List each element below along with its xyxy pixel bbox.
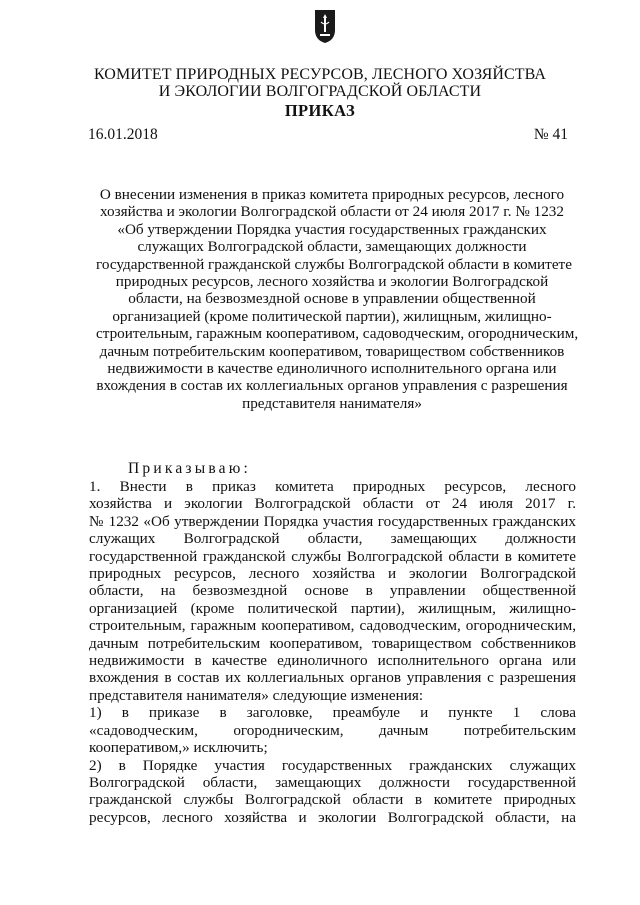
text-line: 2) в Порядке участия государственных гражданских служащих (89, 756, 576, 774)
text-line: № 1232 «Об утверждении Порядка участия государственных гражданских (89, 512, 576, 530)
text-line: области, на безвозмездной основе в управлении общественной (128, 290, 536, 308)
text-line: служащих Волгоградской области, замещающих должности (89, 530, 576, 548)
text-line: природных ресурсов, лесного хозяйства и экологии Волгоградской (115, 273, 549, 291)
text-line: представителя нанимателя» (242, 394, 422, 412)
text-line: 1) в приказе в заголовке, преамбуле и пункте 1 слова (89, 704, 576, 722)
text-line: недвижимости в качестве единоличного исполнительного органа или (107, 360, 557, 378)
text-line: «садоводческим, огородническим, дачным потребительским (89, 721, 576, 739)
document-subject (96, 186, 579, 412)
text-line: дачным потребительским кооперативом, товариществом собственников (89, 634, 576, 652)
text-line: кооперативом,» исключить; (89, 739, 268, 757)
text-line: Волгоградской области, замещающих должности государственной (89, 773, 576, 791)
document-date: 16.01.2018 (88, 126, 158, 143)
org-line-2: И ЭКОЛОГИИ ВОЛГОГРАДСКОЙ ОБЛАСТИ (158, 83, 482, 100)
org-line-1: КОМИТЕТ ПРИРОДНЫХ РЕСУРСОВ, ЛЕСНОГО ХОЗЯЙСТВА (93, 66, 547, 83)
text-line: «Об утверждении Порядка участия государственных гражданских (117, 220, 547, 238)
text-line: служащих Волгоградской области, замещающих должности (137, 238, 527, 256)
text-line: ресурсов, лесного хозяйства и экологии Волгоградской области, на (89, 808, 576, 826)
text-line: строительным, гаражным кооперативом, садоводческим, огородническим, (89, 617, 576, 635)
text-line: гражданской службы Волгоградской области в комитете природных (89, 791, 576, 809)
document-body (89, 478, 576, 826)
document-type: ПРИКАЗ (284, 101, 356, 120)
document-number: № 41 (533, 126, 568, 143)
text-line: государственной гражданской службы Волгоградской области в комитете (89, 547, 576, 565)
text-line: вхождения в состав их коллегиальных органов управления с разрешения (89, 669, 576, 687)
text-line: О внесении изменения в приказ комитета природных ресурсов, лесного (99, 186, 565, 203)
text-line: представителя нанимателя» следующие изменения: (89, 686, 424, 704)
text-line: природных ресурсов, лесного хозяйства и экологии Волгоградской (89, 565, 576, 583)
text-line: дачным потребительским кооперативом, товариществом собственников (99, 342, 565, 360)
text-line: организацией (кроме политической партии), жилищным, жилищно- (89, 599, 576, 617)
organization-name (0, 66, 640, 100)
text-line: 1. Внести в приказ комитета природных ресурсов, лесного (89, 478, 576, 495)
text-line: хозяйства и экологии Волгоградской области от 24 июля 2017 г. № 1232 (100, 203, 564, 221)
text-line: строительным, гаражным кооперативом, садоводческим, огородническим, (96, 325, 579, 343)
text-line: организацией (кроме политической партии), жилищным, жилищно- (112, 307, 552, 325)
text-line: государственной гражданской службы Волгоградской области в комитете (96, 255, 572, 273)
text-line: хозяйства и экологии Волгоградской области от 24 июля 2017 г. (89, 495, 576, 513)
text-line: недвижимости в качестве единоличного исполнительного органа или (89, 652, 576, 670)
order-directive: Приказываю: (128, 460, 252, 477)
text-line: вхождения в состав их коллегиальных органов управления с разрешения (96, 377, 568, 395)
coat-of-arms-icon (313, 8, 337, 44)
text-line: области, на безвозмездной основе в управлении общественной (89, 582, 576, 600)
